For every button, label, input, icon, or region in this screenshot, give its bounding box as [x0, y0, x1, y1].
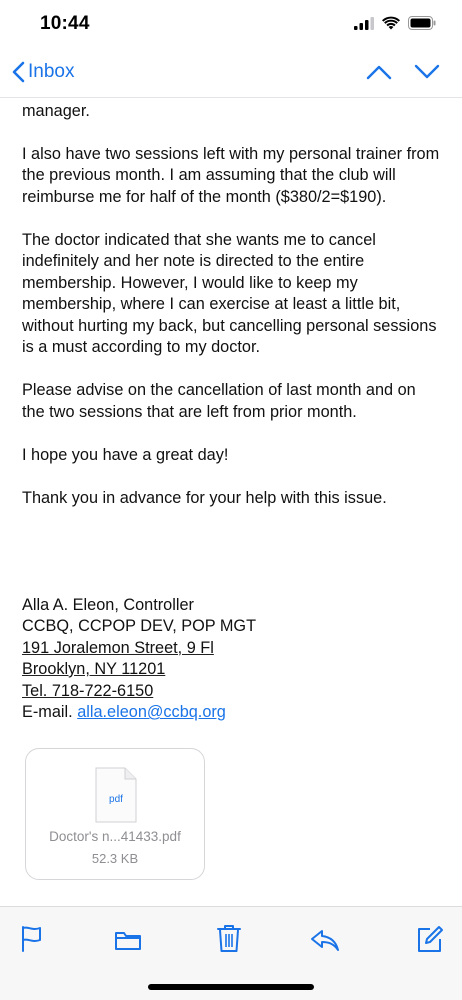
back-label: Inbox — [28, 61, 75, 82]
email-body — [22, 79, 442, 724]
chevron-down-icon — [414, 64, 440, 80]
signature-city-link[interactable]: Brooklyn, NY 11201 — [22, 660, 166, 678]
trash-button[interactable] — [216, 923, 242, 958]
flag-button[interactable] — [20, 925, 44, 958]
email-content — [0, 98, 462, 906]
body-paragraph: Thank you in advance for your help with this issue. — [22, 488, 387, 507]
compose-icon — [416, 925, 444, 953]
cellular-signal-icon — [354, 17, 374, 35]
compose-button[interactable] — [416, 925, 444, 958]
battery-icon — [408, 16, 436, 35]
status-bar — [0, 0, 462, 52]
previous-message-button[interactable] — [366, 64, 392, 85]
chevron-left-icon — [12, 61, 25, 83]
nav-bar — [0, 52, 462, 98]
body-paragraph: I also have two sessions left with my personal trainer from the previous month. I am assuming that the club will reimburse me for half of the month ($380/2=$190). — [22, 144, 440, 206]
wifi-icon — [382, 17, 400, 35]
signature-phone-link[interactable]: Tel. 718-722-6150 — [22, 681, 154, 700]
body-paragraph: I hope you have a great day! — [22, 445, 229, 464]
chevron-up-icon — [366, 64, 392, 80]
folder-icon — [114, 929, 142, 951]
body-paragraph: manager. — [22, 101, 90, 120]
body-paragraph: Please advise on the cancellation of last month and on the two sessions that are left from prior month. — [22, 381, 416, 421]
email-signature — [22, 595, 442, 724]
status-time: 10:44 — [40, 13, 90, 34]
attachment-size: 52.3 KB — [91, 851, 139, 866]
signature-org: CCBQ, CCPOP DEV, POP MGT — [22, 617, 257, 635]
message-nav-arrows — [366, 64, 440, 85]
signature-street-link[interactable]: 191 Joralemon Street, 9 Fl — [22, 638, 214, 657]
pdf-file-icon — [95, 767, 137, 828]
home-indicator[interactable] — [148, 984, 314, 990]
trash-icon — [216, 923, 242, 953]
move-to-folder-button[interactable] — [114, 929, 142, 956]
reply-button[interactable] — [310, 929, 340, 956]
reply-icon — [310, 929, 340, 951]
signature-name: Alla A. Eleon, Controller — [22, 595, 194, 614]
pdf-icon-label: pdf — [109, 794, 123, 805]
next-message-button[interactable] — [414, 64, 440, 85]
back-to-inbox-button[interactable] — [12, 61, 74, 83]
attachment-filename: Doctor's n...41433.pdf — [49, 829, 181, 844]
signature-email-prefix: E-mail. — [22, 703, 78, 721]
status-icons — [354, 16, 436, 35]
flag-icon — [20, 925, 44, 953]
pdf-attachment[interactable] — [25, 748, 205, 880]
signature-email-link[interactable]: alla.eleon@ccbq.org — [77, 703, 226, 721]
body-paragraph: The doctor indicated that she wants me to cancel indefinitely and her note is directed to the entire membership. However, I would like to keep my membership, where I can exercise at least a little bit, without hurting my back, but cancelling personal sessions is a must according to my doctor. — [22, 230, 437, 356]
